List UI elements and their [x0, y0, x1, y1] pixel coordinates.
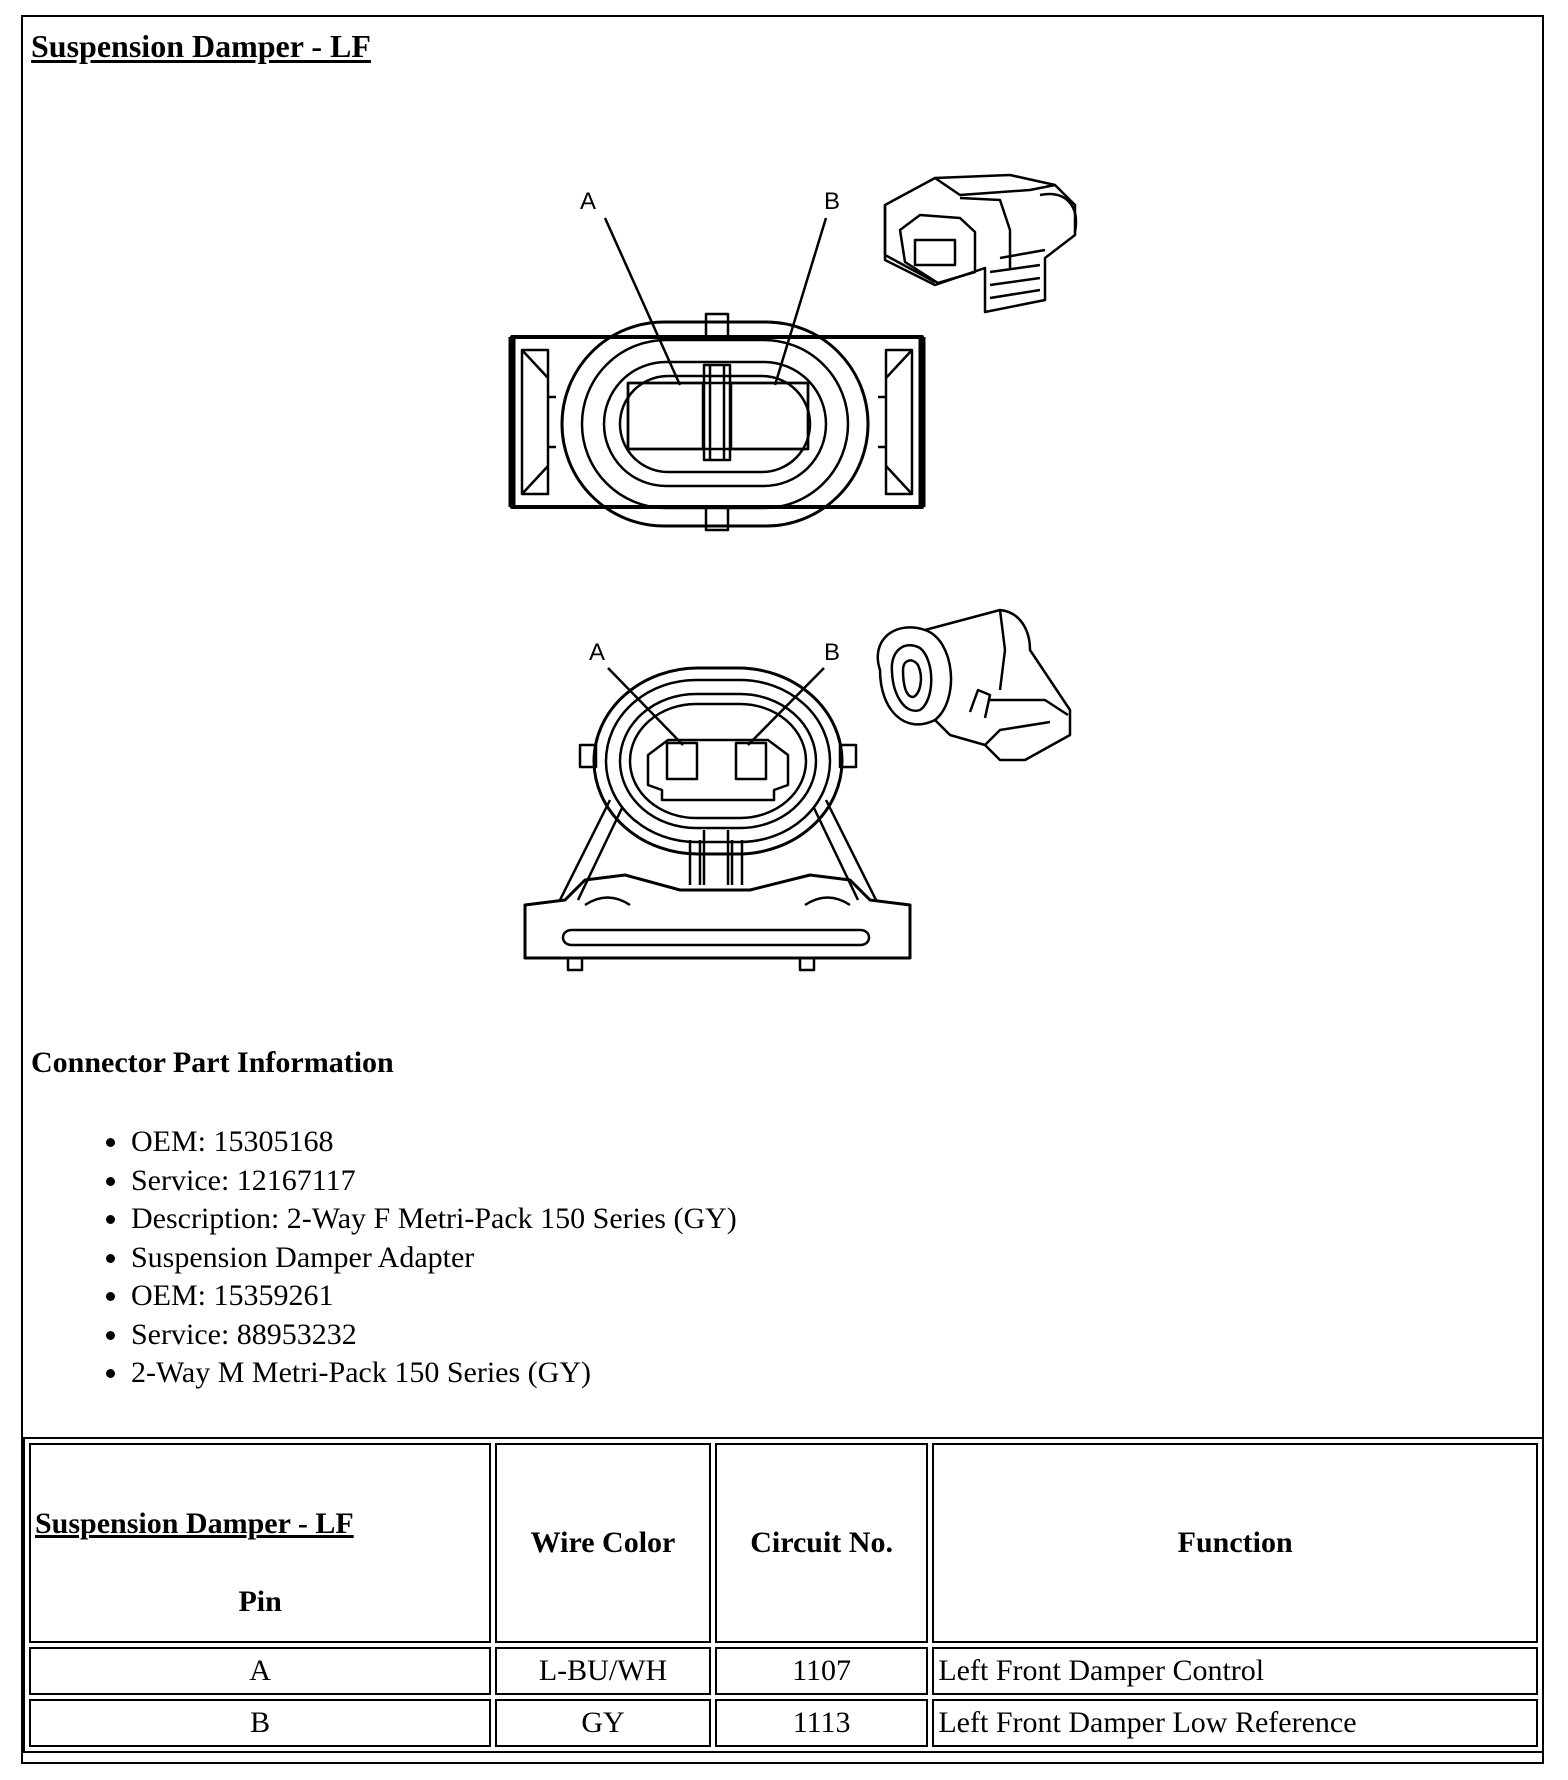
cell-function: Left Front Damper Control	[932, 1647, 1538, 1695]
header-circuit: Circuit No.	[715, 1443, 929, 1643]
cell-wire-color: GY	[495, 1699, 711, 1747]
bottom-pin-label-a: A	[588, 639, 606, 666]
cell-circuit: 1107	[715, 1647, 929, 1695]
cell-pin: A	[29, 1647, 491, 1695]
header-pin: Pin	[238, 1585, 282, 1618]
header-wire-color: Wire Color	[495, 1443, 711, 1643]
cell-function: Left Front Damper Low Reference	[932, 1699, 1538, 1747]
list-item: • OEM: 15359261	[130, 1277, 737, 1316]
table-header-row	[29, 1443, 1538, 1643]
cell-pin: B	[29, 1699, 491, 1747]
connector-3d-view-icon	[885, 175, 1076, 312]
bottom-pin-label-b: B	[823, 639, 841, 666]
top-pin-label-a: A	[579, 188, 597, 215]
table-row	[29, 1699, 1538, 1747]
pin-table	[23, 1437, 1544, 1753]
cell-circuit: 1113	[715, 1699, 929, 1747]
connector-front-view-icon	[525, 639, 910, 970]
list-item: • Service: 12167117	[130, 1162, 737, 1201]
part-info-list	[78, 1123, 737, 1393]
header-function: Function	[932, 1443, 1538, 1643]
list-item: • OEM: 15305168	[130, 1123, 737, 1162]
list-item: • Suspension Damper Adapter	[130, 1239, 737, 1278]
connector-front-view-icon	[512, 188, 922, 530]
connector-info-heading: Connector Part Information	[31, 1046, 394, 1079]
page-title: Suspension Damper - LF	[31, 28, 371, 64]
list-item: • 2-Way M Metri-Pack 150 Series (GY)	[130, 1354, 737, 1393]
cell-wire-color: L-BU/WH	[495, 1647, 711, 1695]
list-item: • Description: 2-Way F Metri-Pack 150 Series (GY)	[130, 1200, 737, 1239]
top-pin-label-b: B	[823, 188, 841, 215]
header-connector-pin	[29, 1443, 491, 1643]
header-connector-name: Suspension Damper - LF	[35, 1507, 354, 1540]
table-row	[29, 1647, 1538, 1695]
connector-3d-view-icon	[878, 610, 1070, 760]
list-item: • Service: 88953232	[130, 1316, 737, 1355]
